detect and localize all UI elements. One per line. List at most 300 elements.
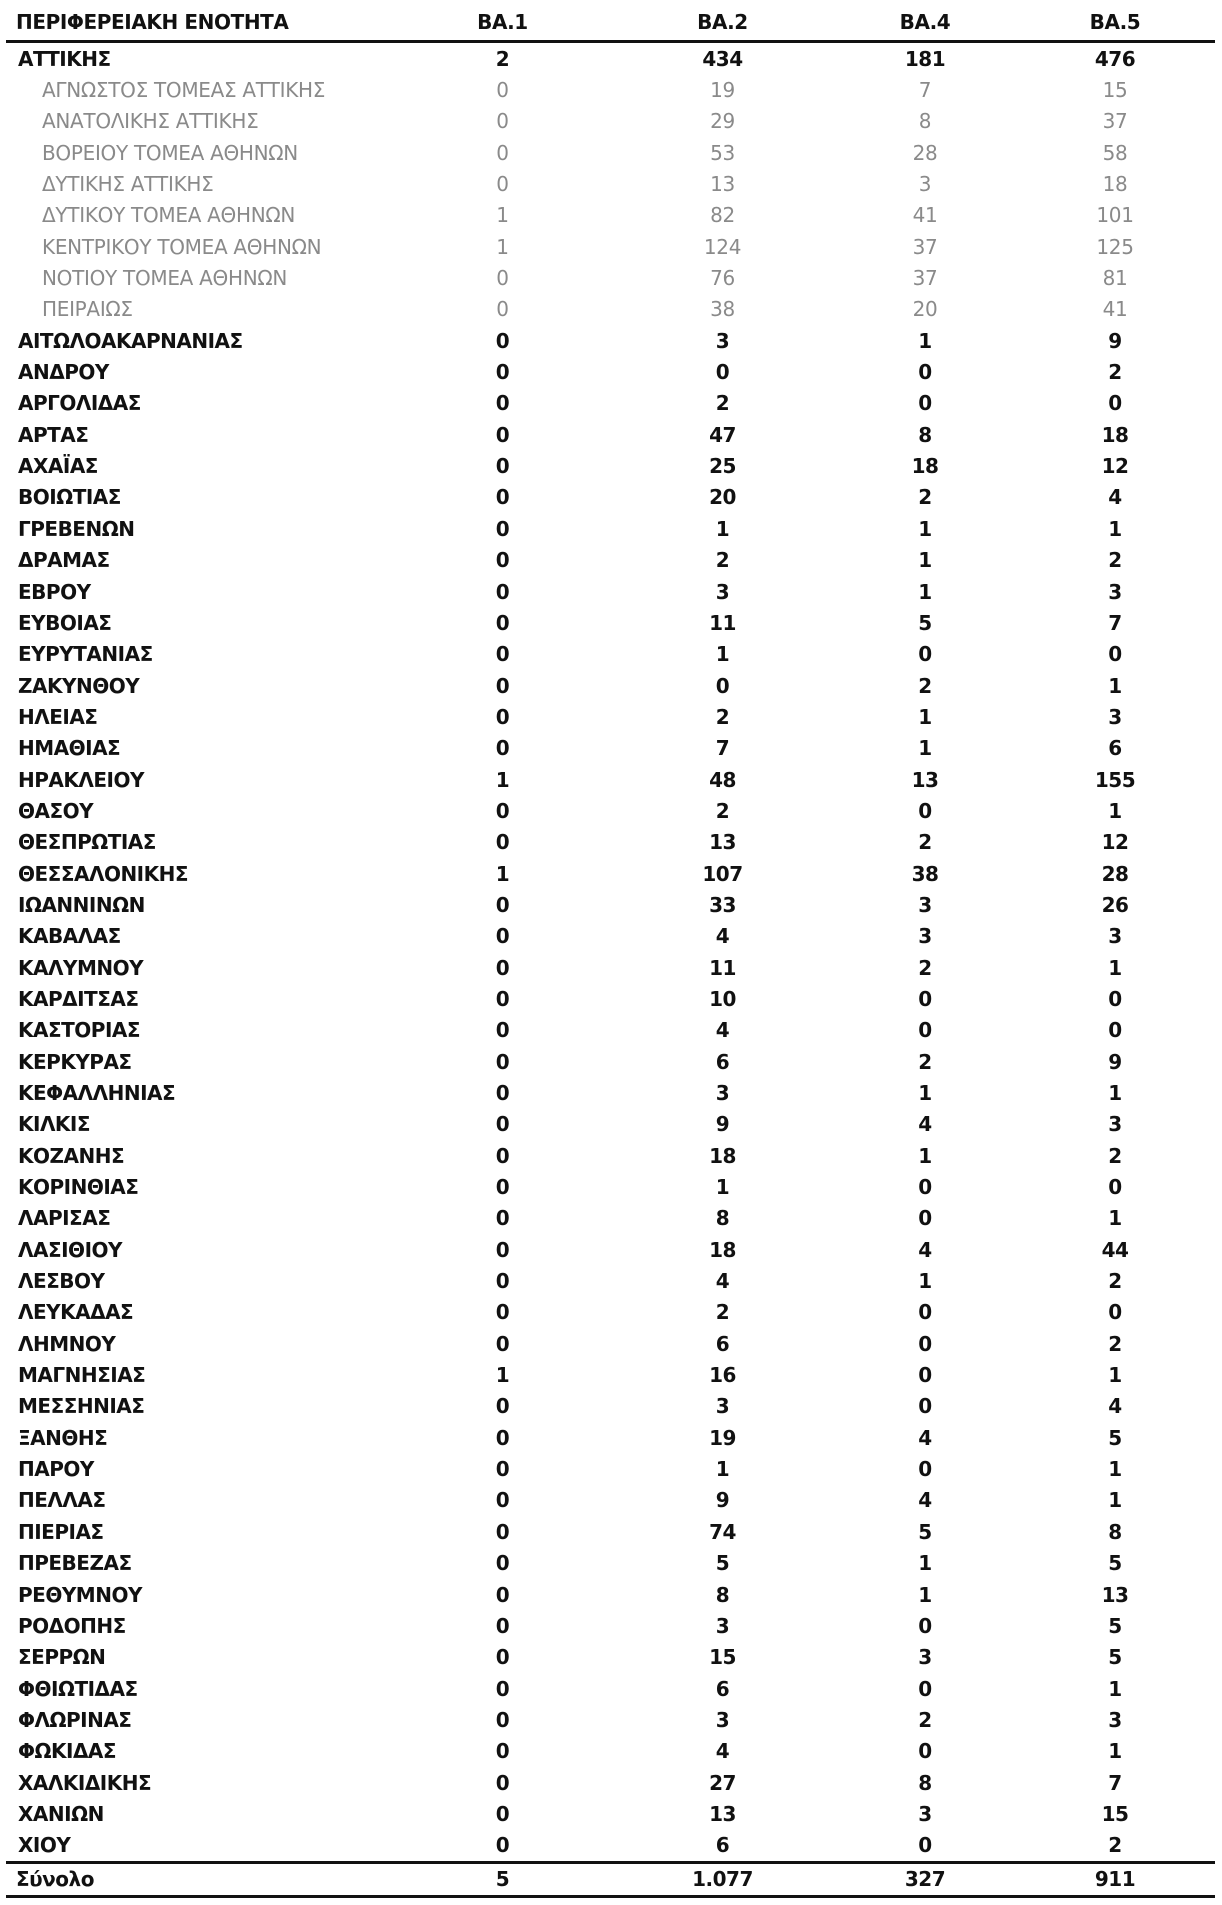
- value-ba5: 5: [1108, 1645, 1122, 1670]
- value-ba1: 1: [496, 203, 509, 228]
- value-ba5: 7: [1108, 610, 1122, 635]
- value-ba4: 4: [918, 1112, 932, 1137]
- table-row: [6, 576, 1215, 607]
- value-ba1: 0: [495, 1582, 510, 1607]
- value-ba5: 81: [1102, 266, 1128, 291]
- table-row: [6, 513, 1215, 544]
- value-ba5: 1: [1108, 516, 1122, 541]
- table-row: [6, 1015, 1215, 1046]
- value-ba1: 0: [496, 109, 509, 134]
- value-ba2: 8: [715, 1582, 730, 1607]
- value-ba5: 1: [1108, 1081, 1122, 1106]
- value-ba2: 27: [709, 1770, 736, 1795]
- value-ba2: 1: [715, 1175, 730, 1200]
- value-ba1: 0: [495, 1833, 510, 1858]
- value-ba5: 476: [1094, 46, 1136, 71]
- region-name: ΚΟΡΙΝΘΙΑΣ: [18, 1175, 139, 1200]
- value-ba5: 101: [1096, 203, 1134, 228]
- value-ba2: 11: [709, 610, 736, 635]
- region-name: ΣΕΡΡΩΝ: [18, 1645, 106, 1670]
- value-ba2: 2: [715, 798, 730, 823]
- value-ba5: 6: [1108, 736, 1122, 761]
- value-ba2: 82: [710, 203, 735, 228]
- value-ba4: 20: [912, 297, 938, 322]
- value-ba4: 0: [918, 798, 932, 823]
- value-ba5: 5: [1108, 1425, 1122, 1450]
- table-row: [6, 1548, 1215, 1579]
- value-ba2: 11: [709, 955, 736, 980]
- value-ba2: 1: [715, 642, 730, 667]
- region-name: ΕΥΡΥΤΑΝΙΑΣ: [18, 642, 153, 667]
- value-ba2: 38: [710, 297, 735, 322]
- region-name: ΔΥΤΙΚΗΣ ΑΤΤΙΚΗΣ: [42, 172, 214, 197]
- value-ba1: 0: [495, 1519, 510, 1544]
- value-ba4: 5: [918, 1519, 932, 1544]
- value-ba5: 2: [1108, 548, 1122, 573]
- region-name: ΡΕΘΥΜΝΟΥ: [18, 1582, 142, 1607]
- value-ba4: 0: [918, 1300, 932, 1325]
- value-ba4: 7: [918, 78, 932, 103]
- value-ba2: 76: [710, 266, 735, 291]
- table-row: [6, 482, 1215, 513]
- header-ba5: ΒΑ.5: [1015, 4, 1215, 42]
- value-ba1: 0: [495, 1425, 510, 1450]
- value-ba4: 3: [918, 1801, 932, 1826]
- value-ba5: 2: [1108, 1269, 1122, 1294]
- value-ba2: 74: [709, 1519, 736, 1544]
- value-ba1: 0: [495, 1676, 510, 1701]
- value-ba1: 0: [495, 548, 510, 573]
- table-row: [6, 764, 1215, 795]
- table-row: [6, 1642, 1215, 1673]
- table-subrow: [6, 74, 1215, 105]
- table-row: [6, 670, 1215, 701]
- value-ba1: 0: [495, 955, 510, 980]
- table-row: [6, 921, 1215, 952]
- value-ba1: 1: [495, 1363, 510, 1388]
- value-ba2: 3: [715, 1613, 730, 1638]
- value-ba1: 0: [495, 1049, 510, 1074]
- table-row: [6, 607, 1215, 638]
- table-row: [6, 1203, 1215, 1234]
- value-ba2: 6: [715, 1049, 730, 1074]
- value-ba4: 1: [918, 1551, 932, 1576]
- value-ba2: 0: [715, 360, 730, 385]
- region-name: ΚΙΛΚΙΣ: [18, 1112, 91, 1137]
- value-ba5: 18: [1102, 172, 1128, 197]
- value-ba1: 0: [495, 1237, 510, 1262]
- value-ba1: 0: [495, 1143, 510, 1168]
- value-ba1: 0: [496, 78, 509, 103]
- value-ba1: 0: [496, 172, 509, 197]
- region-name: ΠΕΙΡΑΙΩΣ: [42, 297, 133, 322]
- value-ba4: 0: [918, 1833, 932, 1858]
- value-ba2: 48: [709, 767, 736, 792]
- table-subrow: [6, 231, 1215, 262]
- value-ba5: 3: [1108, 924, 1122, 949]
- value-ba1: 0: [495, 391, 510, 416]
- table-row: [6, 1328, 1215, 1359]
- value-ba2: 16: [709, 1363, 736, 1388]
- value-ba2: 434: [702, 46, 743, 71]
- value-ba2: 8: [715, 1206, 730, 1231]
- table-row: [6, 1736, 1215, 1767]
- value-ba5: 1: [1108, 1676, 1122, 1701]
- header-ba4: ΒΑ.4: [835, 4, 1015, 42]
- table-row: [6, 1140, 1215, 1171]
- table-subrow: [6, 106, 1215, 137]
- region-name: ΠΕΛΛΑΣ: [18, 1488, 106, 1513]
- value-ba1: 0: [495, 1613, 510, 1638]
- region-name: ΚΑΡΔΙΤΣΑΣ: [18, 986, 139, 1011]
- value-ba4: 0: [918, 642, 932, 667]
- region-name: ΚΟΖΑΝΗΣ: [18, 1143, 125, 1168]
- table-row: [6, 1767, 1215, 1798]
- total-ba5: 911: [1015, 1862, 1215, 1896]
- region-name: ΔΡΑΜΑΣ: [18, 548, 110, 573]
- value-ba4: 4: [918, 1425, 932, 1450]
- table-row: [6, 1359, 1215, 1390]
- region-name: ΠΡΕΒΕΖΑΣ: [18, 1551, 132, 1576]
- table-subrow: [6, 200, 1215, 231]
- table-row: [6, 1485, 1215, 1516]
- value-ba4: 1: [918, 736, 932, 761]
- value-ba1: 0: [496, 297, 509, 322]
- table-row: [6, 1579, 1215, 1610]
- value-ba2: 3: [715, 1707, 730, 1732]
- region-name: ΚΕΝΤΡΙΚΟΥ ΤΟΜΕΑ ΑΘΗΝΩΝ: [42, 234, 322, 259]
- value-ba2: 4: [715, 924, 730, 949]
- value-ba1: 0: [495, 360, 510, 385]
- value-ba4: 0: [918, 1739, 932, 1764]
- region-name: ΚΕΦΑΛΛΗΝΙΑΣ: [18, 1081, 176, 1106]
- value-ba2: 3: [715, 328, 730, 353]
- region-name: ΛΑΣΙΘΙΟΥ: [18, 1237, 122, 1262]
- table-row: [6, 42, 1215, 75]
- table-row: [6, 388, 1215, 419]
- value-ba4: 37: [912, 234, 938, 259]
- value-ba5: 3: [1108, 704, 1122, 729]
- value-ba1: 1: [495, 767, 510, 792]
- value-ba2: 13: [709, 830, 736, 855]
- region-name: ΡΟΔΟΠΗΣ: [18, 1613, 126, 1638]
- value-ba5: 1: [1108, 1739, 1122, 1764]
- value-ba1: 1: [496, 234, 509, 259]
- region-name: ΧΑΝΙΩΝ: [18, 1801, 104, 1826]
- value-ba1: 0: [495, 986, 510, 1011]
- table-row: [6, 325, 1215, 356]
- value-ba5: 0: [1108, 391, 1122, 416]
- value-ba1: 0: [495, 704, 510, 729]
- value-ba5: 8: [1108, 1519, 1122, 1544]
- value-ba2: 7: [715, 736, 730, 761]
- header-region: ΠΕΡΙΦΕΡΕΙΑΚΗ ΕΝΟΤΗΤΑ: [6, 4, 395, 42]
- region-name: ΜΕΣΣΗΝΙΑΣ: [18, 1394, 145, 1419]
- value-ba1: 0: [495, 1018, 510, 1043]
- value-ba2: 6: [715, 1331, 730, 1356]
- value-ba2: 47: [709, 422, 736, 447]
- value-ba1: 0: [495, 736, 510, 761]
- value-ba2: 107: [702, 861, 743, 886]
- value-ba4: 28: [912, 140, 938, 165]
- value-ba4: 0: [918, 1018, 932, 1043]
- table-row: [6, 795, 1215, 826]
- value-ba5: 0: [1108, 642, 1122, 667]
- value-ba2: 4: [715, 1269, 730, 1294]
- value-ba2: 0: [715, 673, 730, 698]
- value-ba5: 125: [1096, 234, 1134, 259]
- region-name: ΠΙΕΡΙΑΣ: [18, 1519, 104, 1544]
- region-name: ΦΘΙΩΤΙΔΑΣ: [18, 1676, 138, 1701]
- value-ba5: 15: [1102, 78, 1128, 103]
- region-name: ΛΕΣΒΟΥ: [18, 1269, 105, 1294]
- value-ba1: 0: [495, 485, 510, 510]
- value-ba5: 2: [1108, 1331, 1122, 1356]
- region-name: ΙΩΑΝΝΙΝΩΝ: [18, 892, 145, 917]
- value-ba4: 8: [918, 1770, 932, 1795]
- value-ba1: 0: [495, 1457, 510, 1482]
- value-ba5: 0: [1108, 1300, 1122, 1325]
- value-ba5: 9: [1108, 1049, 1122, 1074]
- region-name: ΛΗΜΝΟΥ: [18, 1331, 116, 1356]
- total-ba4: 327: [835, 1862, 1015, 1896]
- value-ba5: 2: [1108, 1833, 1122, 1858]
- region-name: ΕΥΒΟΙΑΣ: [18, 610, 112, 635]
- region-name: ΔΥΤΙΚΟΥ ΤΟΜΕΑ ΑΘΗΝΩΝ: [42, 203, 296, 228]
- value-ba5: 0: [1108, 1175, 1122, 1200]
- value-ba4: 38: [911, 861, 939, 886]
- value-ba4: 8: [918, 109, 932, 134]
- value-ba1: 0: [495, 1300, 510, 1325]
- table-row: [6, 1046, 1215, 1077]
- value-ba5: 26: [1101, 892, 1129, 917]
- value-ba2: 13: [710, 172, 735, 197]
- value-ba4: 181: [904, 46, 946, 71]
- table-row: [6, 1422, 1215, 1453]
- value-ba1: 0: [495, 1394, 510, 1419]
- header-row: [6, 4, 1215, 42]
- value-ba4: 1: [918, 328, 932, 353]
- region-name: ΑΝΔΡΟΥ: [18, 360, 109, 385]
- value-ba2: 9: [715, 1488, 730, 1513]
- value-ba4: 18: [911, 454, 939, 479]
- value-ba4: 1: [918, 1582, 932, 1607]
- value-ba5: 18: [1101, 422, 1129, 447]
- table-row: [6, 1297, 1215, 1328]
- region-name: ΗΛΕΙΑΣ: [18, 704, 98, 729]
- region-name: ΛΑΡΙΣΑΣ: [18, 1206, 111, 1231]
- region-name: ΧΙΟΥ: [18, 1833, 71, 1858]
- total-label: Σύνολο: [6, 1862, 395, 1896]
- region-name: ΑΤΤΙΚΗΣ: [18, 46, 111, 71]
- region-name: ΠΑΡΟΥ: [18, 1457, 94, 1482]
- value-ba2: 19: [709, 1425, 736, 1450]
- region-name: ΦΩΚΙΔΑΣ: [18, 1739, 117, 1764]
- value-ba5: 1: [1108, 673, 1122, 698]
- value-ba4: 0: [918, 1394, 932, 1419]
- value-ba5: 15: [1101, 1801, 1129, 1826]
- table-row: [6, 1830, 1215, 1863]
- value-ba1: 0: [495, 1081, 510, 1106]
- value-ba4: 1: [918, 1143, 932, 1168]
- value-ba1: 0: [495, 892, 510, 917]
- value-ba1: 2: [495, 46, 510, 71]
- value-ba1: 0: [495, 1488, 510, 1513]
- region-name: ΧΑΛΚΙΔΙΚΗΣ: [18, 1770, 152, 1795]
- table-row: [6, 858, 1215, 889]
- value-ba2: 4: [715, 1739, 730, 1764]
- region-name: ΑΧΑΪΑΣ: [18, 454, 98, 479]
- value-ba4: 1: [918, 1269, 932, 1294]
- value-ba4: 0: [918, 1457, 932, 1482]
- value-ba2: 3: [715, 1394, 730, 1419]
- table-row: [6, 889, 1215, 920]
- value-ba5: 12: [1101, 454, 1129, 479]
- table-row: [6, 639, 1215, 670]
- value-ba2: 19: [710, 78, 735, 103]
- region-name: ΞΑΝΘΗΣ: [18, 1425, 108, 1450]
- table-subrow: [6, 137, 1215, 168]
- region-name: ΗΜΑΘΙΑΣ: [18, 736, 121, 761]
- value-ba4: 2: [918, 1707, 932, 1732]
- value-ba4: 5: [918, 610, 932, 635]
- region-name: ΖΑΚΥΝΘΟΥ: [18, 673, 140, 698]
- table-row: [6, 733, 1215, 764]
- value-ba5: 1: [1108, 1488, 1122, 1513]
- table-row: [6, 1798, 1215, 1829]
- value-ba5: 0: [1108, 986, 1122, 1011]
- value-ba5: 1: [1108, 955, 1122, 980]
- region-name: ΑΙΤΩΛΟΑΚΑΡΝΑΝΙΑΣ: [18, 328, 243, 353]
- value-ba2: 53: [710, 140, 735, 165]
- value-ba5: 0: [1108, 1018, 1122, 1043]
- value-ba2: 25: [709, 454, 736, 479]
- value-ba4: 2: [918, 485, 932, 510]
- value-ba2: 5: [715, 1551, 730, 1576]
- value-ba1: 0: [495, 1739, 510, 1764]
- value-ba4: 4: [918, 1488, 932, 1513]
- value-ba2: 3: [715, 1081, 730, 1106]
- value-ba4: 1: [918, 704, 932, 729]
- value-ba1: 0: [495, 1801, 510, 1826]
- table-row: [6, 1610, 1215, 1641]
- value-ba1: 0: [495, 798, 510, 823]
- value-ba1: 0: [495, 1551, 510, 1576]
- value-ba4: 4: [918, 1237, 932, 1262]
- value-ba4: 2: [918, 955, 932, 980]
- region-name: ΛΕΥΚΑΔΑΣ: [18, 1300, 134, 1325]
- value-ba2: 18: [709, 1143, 736, 1168]
- region-name: ΒΟΡΕΙΟΥ ΤΟΜΕΑ ΑΘΗΝΩΝ: [42, 140, 298, 165]
- value-ba4: 0: [918, 1331, 932, 1356]
- value-ba4: 2: [918, 1049, 932, 1074]
- value-ba4: 1: [918, 516, 932, 541]
- table-row: [6, 1171, 1215, 1202]
- region-name: ΝΟΤΙΟΥ ΤΟΜΕΑ ΑΘΗΝΩΝ: [42, 266, 287, 291]
- value-ba5: 1: [1108, 1206, 1122, 1231]
- region-name: ΚΑΣΤΟΡΙΑΣ: [18, 1018, 141, 1043]
- value-ba4: 1: [918, 1081, 932, 1106]
- value-ba4: 3: [918, 1645, 932, 1670]
- value-ba5: 58: [1102, 140, 1128, 165]
- value-ba1: 0: [495, 579, 510, 604]
- value-ba2: 9: [715, 1112, 730, 1137]
- table-row: [6, 701, 1215, 732]
- value-ba2: 6: [715, 1833, 730, 1858]
- region-name: ΑΡΤΑΣ: [18, 422, 89, 447]
- value-ba1: 0: [495, 1770, 510, 1795]
- value-ba2: 2: [715, 1300, 730, 1325]
- value-ba2: 2: [715, 391, 730, 416]
- table-subrow: [6, 262, 1215, 293]
- total-ba1: 5: [395, 1862, 610, 1896]
- value-ba1: 0: [496, 140, 509, 165]
- table-row: [6, 1516, 1215, 1547]
- value-ba1: 0: [495, 328, 510, 353]
- value-ba2: 10: [709, 986, 736, 1011]
- table-row: [6, 1391, 1215, 1422]
- table-row: [6, 1673, 1215, 1704]
- region-name: ΑΡΓΟΛΙΔΑΣ: [18, 391, 141, 416]
- table-row: [6, 983, 1215, 1014]
- region-name: ΘΕΣΠΡΩΤΙΑΣ: [18, 830, 156, 855]
- table-row: [6, 1265, 1215, 1296]
- region-name: ΕΒΡΟΥ: [18, 579, 91, 604]
- value-ba1: 0: [495, 516, 510, 541]
- value-ba2: 4: [715, 1018, 730, 1043]
- region-name: ΘΑΣΟΥ: [18, 798, 94, 823]
- value-ba5: 7: [1108, 1770, 1122, 1795]
- value-ba5: 155: [1094, 767, 1136, 792]
- value-ba4: 2: [918, 830, 932, 855]
- value-ba1: 0: [495, 610, 510, 635]
- value-ba1: 1: [495, 861, 510, 886]
- value-ba5: 4: [1108, 485, 1122, 510]
- value-ba5: 4: [1108, 1394, 1122, 1419]
- value-ba1: 0: [495, 1331, 510, 1356]
- value-ba1: 0: [495, 1269, 510, 1294]
- value-ba2: 124: [703, 234, 742, 259]
- region-name: ΓΡΕΒΕΝΩΝ: [18, 516, 135, 541]
- value-ba1: 0: [495, 1206, 510, 1231]
- value-ba5: 3: [1108, 1707, 1122, 1732]
- value-ba4: 2: [918, 673, 932, 698]
- regional-cases-table: [6, 4, 1215, 1898]
- value-ba2: 6: [715, 1676, 730, 1701]
- value-ba2: 3: [715, 579, 730, 604]
- value-ba4: 1: [918, 548, 932, 573]
- region-name: ΘΕΣΣΑΛΟΝΙΚΗΣ: [18, 861, 189, 886]
- total-row: [6, 1862, 1215, 1896]
- table-row: [6, 952, 1215, 983]
- value-ba4: 37: [912, 266, 938, 291]
- table-subrow: [6, 294, 1215, 325]
- region-name: ΚΕΡΚΥΡΑΣ: [18, 1049, 132, 1074]
- value-ba2: 18: [709, 1237, 736, 1262]
- value-ba1: 0: [495, 1645, 510, 1670]
- value-ba1: 0: [495, 642, 510, 667]
- region-name: ΦΛΩΡΙΝΑΣ: [18, 1707, 132, 1732]
- value-ba4: 0: [918, 1206, 932, 1231]
- value-ba4: 0: [918, 360, 932, 385]
- region-name: ΜΑΓΝΗΣΙΑΣ: [18, 1363, 146, 1388]
- value-ba4: 8: [918, 422, 932, 447]
- value-ba5: 1: [1108, 1363, 1122, 1388]
- value-ba5: 5: [1108, 1613, 1122, 1638]
- value-ba2: 1: [715, 1457, 730, 1482]
- total-ba2: 1.077: [610, 1862, 835, 1896]
- value-ba4: 13: [911, 767, 939, 792]
